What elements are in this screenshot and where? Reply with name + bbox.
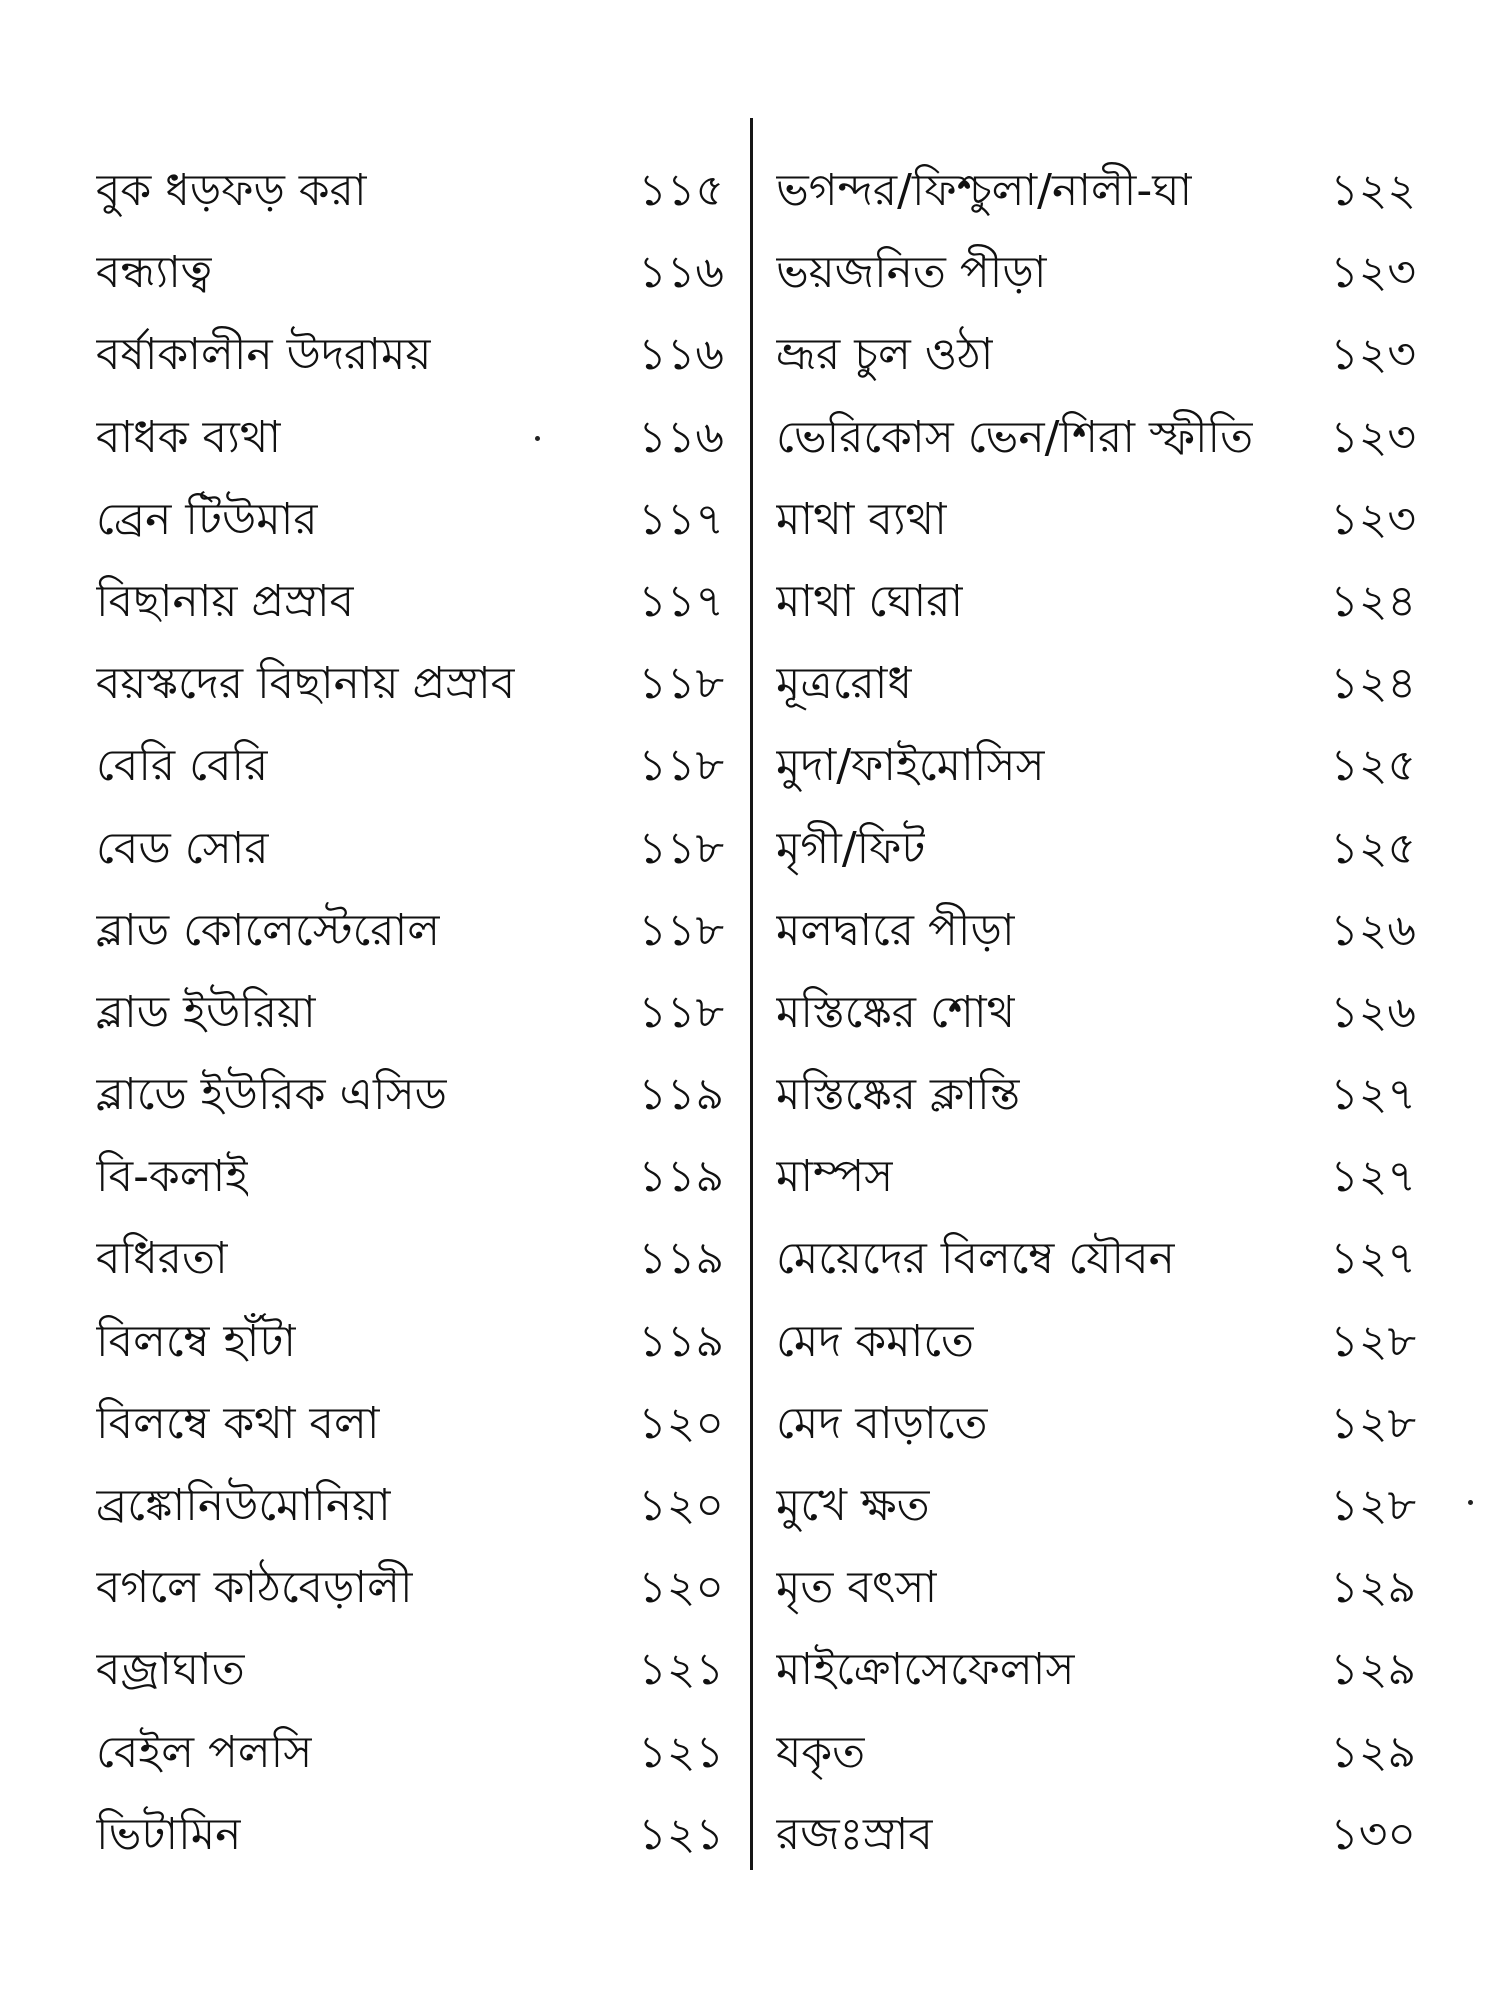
entry-page-number: ১২৮ [1330,1315,1416,1367]
entry-term: ব্রঙ্কোনিউমোনিয়া [96,1480,391,1531]
index-left-column [96,150,736,1876]
entry-term: ভেরিকোস ভেন/শিরা স্ফীতি [776,411,1254,463]
index-entry [96,1301,736,1383]
entry-term: মাইক্রোসেফেলাস [776,1644,1075,1696]
entry-term: বধিরতা [96,1233,228,1285]
entry-term: ব্লাডে ইউরিক এসিড [96,1069,448,1121]
index-entry [96,1054,736,1136]
entry-term: ব্রেন টিউমার [96,493,318,545]
entry-page-number: ১২৩ [1330,247,1416,299]
index-entry [776,561,1416,643]
index-entry [96,1629,736,1711]
entry-term: মাম্পস [776,1151,894,1203]
entry-page-number: ১২৮ [1330,1397,1416,1449]
index-entry [96,150,736,232]
entry-term: বিলম্বে কথা বলা [96,1397,380,1449]
entry-page-number: ১১৫ [638,165,724,216]
entry-page-number: ১১৯ [638,1315,724,1367]
index-right-column [776,150,1416,1876]
entry-page-number: ১১৯ [638,1151,724,1203]
index-entry [96,643,736,725]
index-entry [96,1136,736,1218]
index-entry [776,1465,1416,1547]
entry-term: মেদ কমাতে [776,1315,975,1367]
index-entry [96,1712,736,1794]
entry-page-number: ১২০ [638,1397,724,1449]
entry-term: বুক ধড়ফড় করা [96,165,367,216]
entry-term: বয়স্কদের বিছানায় প্রস্রাব [96,658,516,710]
entry-term: ভ্রূর চুল ওঠা [776,329,994,381]
index-entry [96,232,736,314]
entry-page-number: ১২০ [638,1480,724,1531]
index-entry [776,643,1416,725]
index-entry [96,808,736,890]
index-entry [776,1218,1416,1300]
index-entry [776,1629,1416,1711]
entry-term: বেড সোর [96,822,269,874]
entry-page-number: ১২২ [1330,165,1416,216]
index-entry [96,725,736,807]
entry-term: মুখে ক্ষত [776,1480,930,1531]
index-entry [776,725,1416,807]
index-entry [96,397,736,479]
index-entry [776,1136,1416,1218]
index-entry [776,1301,1416,1383]
entry-page-number: ১২৯ [1330,1562,1416,1614]
entry-term: রজঃস্রাব [776,1808,933,1860]
entry-page-number: ১১৬ [638,411,724,463]
entry-term: মূত্ররোধ [776,658,913,710]
entry-page-number: ১২৩ [1330,493,1416,545]
entry-page-number: ১২৭ [1330,1069,1416,1121]
entry-term: মাথা ঘোরা [776,575,964,627]
index-entry [776,1054,1416,1136]
index-entry [96,561,736,643]
index-entry [776,1383,1416,1465]
entry-page-number: ১১৬ [638,247,724,299]
entry-page-number: ১২১ [638,1808,724,1860]
entry-term: মস্তিষ্কের শোথ [776,986,1016,1038]
column-divider [750,118,753,1870]
entry-page-number: ১১৯ [638,1069,724,1121]
entry-page-number: ১১৮ [638,740,724,792]
index-entry [96,1547,736,1629]
entry-term: মস্তিষ্কের ক্লান্তি [776,1069,1021,1121]
entry-page-number: ১২৪ [1330,658,1416,710]
entry-page-number: ১২৩ [1330,411,1416,463]
entry-page-number: ১২১ [638,1726,724,1778]
index-entry [776,479,1416,561]
print-speck [1468,1500,1473,1505]
entry-term: ভগন্দর/ফিশ্চুলা/নালী-ঘা [776,165,1193,216]
entry-term: বেইল পলসি [96,1726,313,1778]
entry-page-number: ১১৭ [638,575,724,627]
index-entry [776,232,1416,314]
entry-page-number: ১২৭ [1330,1233,1416,1285]
entry-term: মৃত বৎসা [776,1562,938,1614]
index-entry [776,314,1416,396]
index-entry [776,808,1416,890]
entry-term: মুদা/ফাইমোসিস [776,740,1045,792]
index-entry [776,1712,1416,1794]
print-speck [535,436,540,441]
entry-page-number: ১২৬ [1330,904,1416,956]
index-entry [776,1547,1416,1629]
index-entry [776,890,1416,972]
index-entry [96,479,736,561]
index-entry [776,1794,1416,1876]
entry-page-number: ১২৭ [1330,1151,1416,1203]
entry-page-number: ১২৯ [1330,1644,1416,1696]
entry-page-number: ১২৯ [1330,1726,1416,1778]
entry-page-number: ১১৬ [638,329,724,381]
entry-page-number: ১২৫ [1330,822,1416,874]
entry-page-number: ১১৮ [638,904,724,956]
entry-page-number: ১২৮ [1330,1480,1416,1531]
index-entry [96,314,736,396]
entry-term: মৃগী/ফিট [776,822,926,874]
entry-page-number: ১২০ [638,1562,724,1614]
index-entry [96,890,736,972]
entry-page-number: ১২১ [638,1644,724,1696]
entry-term: বিলম্বে হাঁটা [96,1315,297,1367]
entry-term: মলদ্বারে পীড়া [776,904,1015,956]
index-entry [776,972,1416,1054]
entry-term: মেয়েদের বিলম্বে যৌবন [776,1233,1175,1285]
entry-page-number: ১১৭ [638,493,724,545]
entry-term: বন্ধ্যাত্ব [96,247,213,299]
entry-term: যকৃত [776,1726,866,1778]
index-entry [96,1794,736,1876]
entry-term: মেদ বাড়াতে [776,1397,988,1449]
index-entry [96,1465,736,1547]
entry-term: বাধক ব্যথা [96,411,282,463]
entry-term: ব্লাড কোলেস্টেরোল [96,904,441,956]
index-entry [776,150,1416,232]
entry-term: ভয়জনিত পীড়া [776,247,1047,299]
entry-term: ভিটামিন [96,1808,242,1860]
entry-term: বেরি বেরি [96,740,269,792]
entry-term: বিছানায় প্রস্রাব [96,575,355,627]
entry-page-number: ১২৫ [1330,740,1416,792]
entry-page-number: ১২৩ [1330,329,1416,381]
index-entry [96,1383,736,1465]
index-entry [96,972,736,1054]
index-entry [96,1218,736,1300]
entry-page-number: ১৩০ [1330,1808,1416,1860]
entry-term: বর্ষাকালীন উদরাময় [96,329,432,381]
entry-term: ব্লাড ইউরিয়া [96,986,316,1038]
entry-term: মাথা ব্যথা [776,493,947,545]
entry-page-number: ১১৯ [638,1233,724,1285]
entry-page-number: ১২৪ [1330,575,1416,627]
entry-term: বগলে কাঠবেড়ালী [96,1562,413,1614]
entry-page-number: ১২৬ [1330,986,1416,1038]
entry-page-number: ১১৮ [638,986,724,1038]
entry-page-number: ১১৮ [638,822,724,874]
index-entry [776,397,1416,479]
entry-term: বি-কলাই [96,1151,249,1203]
entry-page-number: ১১৮ [638,658,724,710]
entry-term: বজ্রাঘাত [96,1644,245,1696]
